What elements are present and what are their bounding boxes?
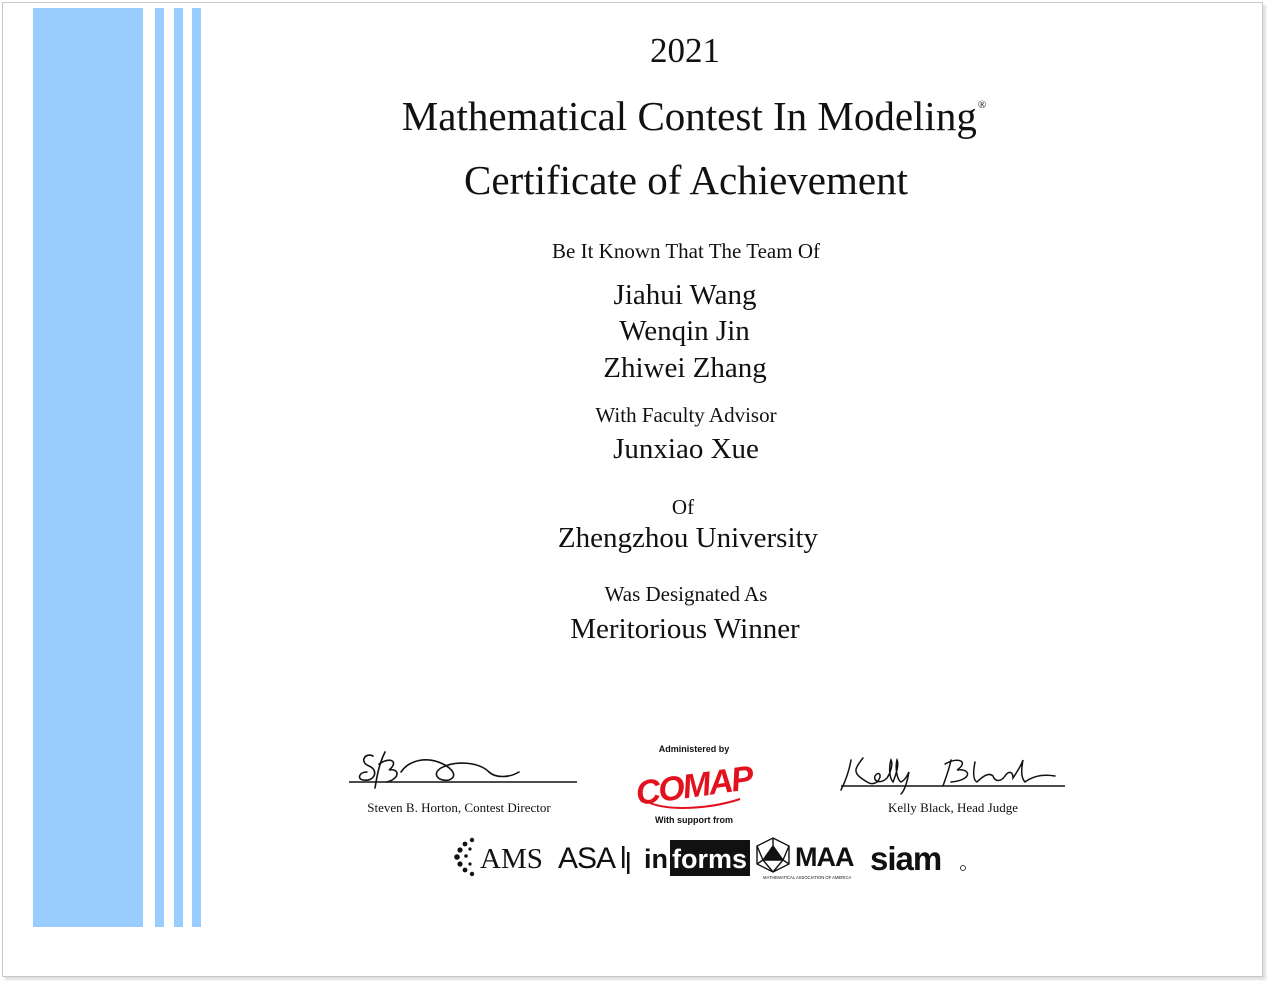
siam-logo: [870, 832, 968, 882]
advisor-name: Junxiao Xue: [613, 433, 759, 465]
team-member-2: Wenqin Jin: [619, 315, 750, 347]
informs-logo-text: informs: [642, 832, 646, 833]
certificate-title: Certificate of Achievement: [464, 157, 908, 203]
comap-logo: [633, 755, 755, 813]
decorative-stripe-2: [174, 8, 183, 927]
registered-mark: ®: [977, 99, 987, 111]
designation-award: Meritorious Winner: [570, 613, 800, 645]
siam-logo-text: siam: [870, 840, 942, 877]
comap-block: [634, 742, 754, 828]
asa-logo-text: ASA: [558, 842, 616, 875]
maa-icosahedron-icon: [757, 838, 789, 872]
certificate-page: [2, 2, 1263, 977]
contest-director-signature: [339, 742, 579, 802]
contest-name: [0, 93, 1269, 139]
institution-name: Zhengzhou University: [557, 522, 819, 554]
maa-logo: [755, 832, 861, 882]
team-member-1: Jiahui Wang: [613, 279, 757, 311]
sponsor-logos: [452, 832, 972, 882]
head-judge-signature-block: [833, 742, 1073, 822]
ams-dots-icon: [452, 832, 552, 882]
team-member-3: Zhiwei Zhang: [603, 352, 767, 384]
head-judge-caption: Kelly Black, Head Judge: [888, 800, 1018, 815]
maa-logo-text: MAA: [795, 842, 854, 872]
contest-director-signature-block: [339, 742, 579, 822]
asa-logo: [558, 832, 632, 882]
decorative-stripe-1: [155, 8, 164, 927]
contest-name-text: Mathematical Contest In Modeling: [401, 93, 977, 139]
decorative-stripe-wide: [33, 8, 143, 927]
ams-logo-text: AMS: [480, 843, 543, 875]
designation-label: Was Designated As: [604, 582, 768, 606]
head-judge-signature: [833, 742, 1073, 802]
informs-logo-text-right: forms: [672, 844, 748, 874]
certificate-year: 2021: [650, 31, 720, 70]
of-label: Of: [671, 495, 695, 519]
informs-logo-text-left: in: [644, 844, 668, 874]
comap-logo-text: COMAP: [633, 759, 755, 813]
decorative-stripe-3: [192, 8, 201, 927]
informs-logo: [642, 832, 752, 882]
contest-director-caption: Steven B. Horton, Contest Director: [367, 800, 551, 815]
advisor-label: With Faculty Advisor: [595, 403, 777, 427]
team-intro: Be It Known That The Team Of: [552, 239, 820, 263]
administered-by-label: Administered by: [658, 744, 730, 754]
maa-tagline: MATHEMATICAL ASSOCIATION OF AMERICA: [763, 875, 852, 880]
support-label: With support from: [655, 815, 733, 825]
ams-logo: [452, 832, 552, 882]
